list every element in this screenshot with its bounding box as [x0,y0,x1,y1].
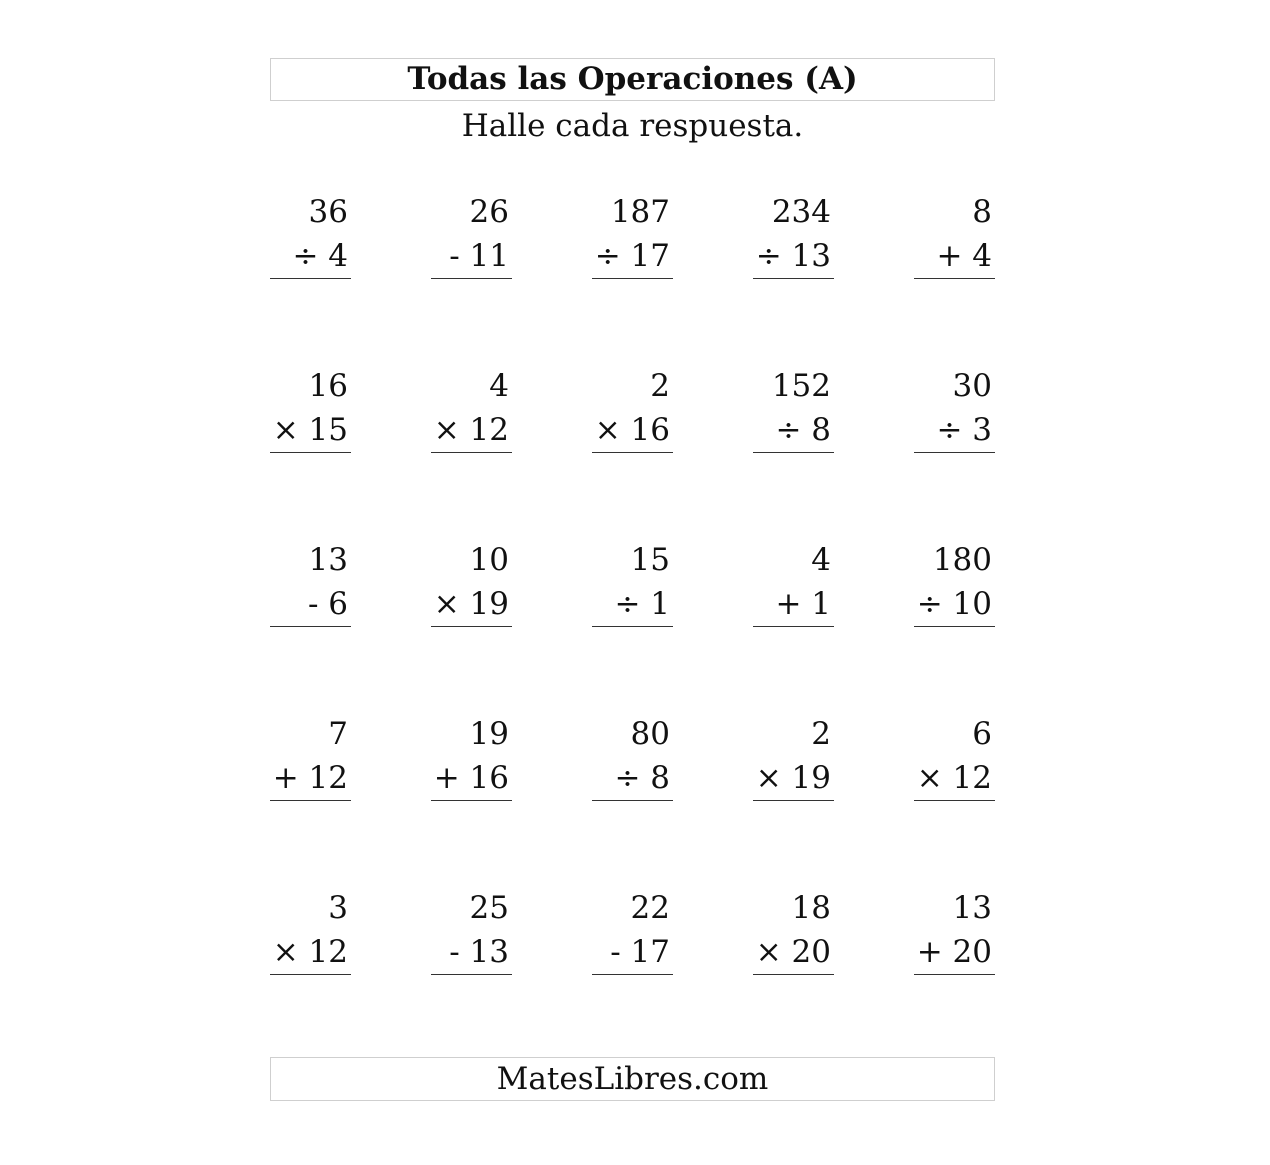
problem-4-2 [431,716,512,806]
problem-operator-number: × 15 [272,412,348,448]
problem-3-2 [431,542,512,632]
problem-operator-number: ÷ 17 [594,238,670,274]
problem-4-4 [753,716,834,806]
problem-operator-number: + 1 [775,586,831,622]
problem-top-number: 187 [610,194,670,230]
problem-operator-number: - 6 [307,586,348,622]
problem-top-number: 7 [328,716,348,752]
problem-top-number: 4 [811,542,831,578]
problem-operator-number: - 17 [610,934,670,970]
title-box [270,58,995,101]
problem-operator-number: + 12 [272,760,348,796]
problem-1-5 [914,194,995,284]
answer-line [753,278,834,279]
problem-top-number: 19 [469,716,509,752]
problem-5-5 [914,890,995,980]
problem-1-4 [753,194,834,284]
answer-line [592,974,673,975]
answer-line [270,974,351,975]
problem-5-2 [431,890,512,980]
problem-operator-number: ÷ 8 [614,760,670,796]
problem-1-3 [592,194,673,284]
problem-4-5 [914,716,995,806]
answer-line [592,278,673,279]
problem-2-2 [431,368,512,458]
answer-line [753,974,834,975]
problem-top-number: 152 [771,368,831,404]
problem-top-number: 4 [489,368,509,404]
problem-3-1 [270,542,351,632]
problem-top-number: 22 [630,890,670,926]
problem-5-1 [270,890,351,980]
problem-operator-number: - 13 [449,934,509,970]
problem-top-number: 16 [308,368,348,404]
answer-line [592,626,673,627]
problem-operator-number: ÷ 3 [936,412,992,448]
worksheet-instructions: Halle cada respuesta. [461,108,804,144]
problem-operator-number: ÷ 1 [614,586,670,622]
problem-top-number: 13 [952,890,992,926]
problem-top-number: 25 [469,890,509,926]
problem-2-3 [592,368,673,458]
answer-line [914,974,995,975]
answer-line [592,452,673,453]
problem-top-number: 30 [952,368,992,404]
problem-operator-number: + 20 [916,934,992,970]
problem-4-3 [592,716,673,806]
problem-2-5 [914,368,995,458]
problem-5-4 [753,890,834,980]
answer-line [270,800,351,801]
problem-operator-number: - 11 [449,238,509,274]
problem-operator-number: ÷ 10 [916,586,992,622]
problem-operator-number: ÷ 13 [755,238,831,274]
problem-operator-number: × 19 [755,760,831,796]
problem-2-1 [270,368,351,458]
problem-5-3 [592,890,673,980]
problem-operator-number: × 16 [594,412,670,448]
problem-top-number: 180 [932,542,992,578]
footer-box [270,1057,995,1101]
answer-line [592,800,673,801]
problem-top-number: 8 [972,194,992,230]
answer-line [753,626,834,627]
problem-2-4 [753,368,834,458]
answer-line [270,278,351,279]
problem-top-number: 80 [630,716,670,752]
problem-operator-number: ÷ 4 [292,238,348,274]
problem-3-3 [592,542,673,632]
worksheet-title: Todas las Operaciones (A) [407,61,858,97]
problem-1-1 [270,194,351,284]
problem-operator-number: × 19 [433,586,509,622]
answer-line [431,278,512,279]
problem-4-1 [270,716,351,806]
problem-top-number: 13 [308,542,348,578]
problem-top-number: 15 [630,542,670,578]
answer-line [914,626,995,627]
problem-top-number: 3 [328,890,348,926]
problem-operator-number: × 12 [272,934,348,970]
answer-line [431,626,512,627]
problem-top-number: 6 [972,716,992,752]
problem-3-4 [753,542,834,632]
answer-line [431,452,512,453]
problem-top-number: 36 [308,194,348,230]
problem-top-number: 2 [650,368,670,404]
problem-top-number: 2 [811,716,831,752]
answer-line [914,452,995,453]
problem-operator-number: × 12 [433,412,509,448]
problem-operator-number: + 4 [936,238,992,274]
answer-line [914,800,995,801]
answer-line [270,626,351,627]
problem-operator-number: + 16 [433,760,509,796]
problem-top-number: 18 [791,890,831,926]
answer-line [914,278,995,279]
problem-operator-number: ÷ 8 [775,412,831,448]
problem-top-number: 234 [771,194,831,230]
answer-line [270,452,351,453]
problem-operator-number: × 20 [755,934,831,970]
answer-line [753,800,834,801]
answer-line [431,974,512,975]
footer-site: MatesLibres.com [496,1060,769,1097]
answer-line [753,452,834,453]
problem-1-2 [431,194,512,284]
problem-3-5 [914,542,995,632]
problem-operator-number: × 12 [916,760,992,796]
answer-line [431,800,512,801]
problem-top-number: 10 [469,542,509,578]
problem-top-number: 26 [469,194,509,230]
